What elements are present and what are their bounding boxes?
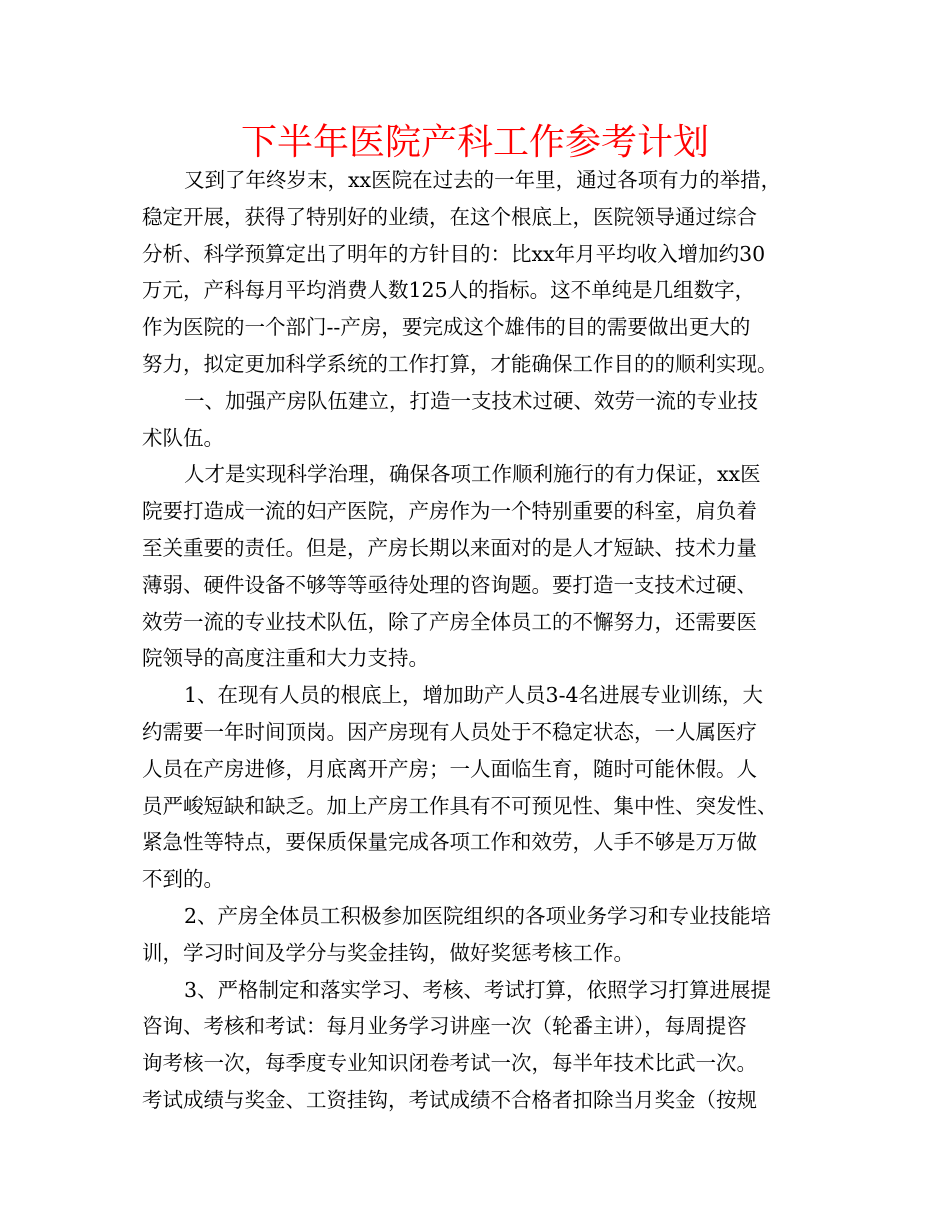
list-item-line: 2、产房全体员工积极参加医院组织的各项业务学习和专业技能培 [184,903,772,928]
document-body [142,162,832,1119]
list-item-line: 1、在现有人员的根底上，增加助产人员3-4名进展专业训练，大 [184,683,764,708]
list-item-line: 考试成绩与奖金、工资挂钩，考试成绩不合格者扣除当月奖金（按规 [142,1087,757,1112]
paragraph-line: 至关重要的责任。但是，产房长期以来面对的是人才短缺、技术力量 [142,535,757,560]
document-title: 下半年医院产科工作参考计划 [240,122,709,163]
paragraph-line: 又到了年终岁末，xx医院在过去的一年里，通过各项有力的举措， [184,168,782,192]
paragraph-line: 稳定开展，获得了特别好的业绩，在这个根底上，医院领导通过综合 [142,204,757,229]
paragraph-line: 效劳一流的专业技术队伍，除了产房全体员工的不懈努力，还需要医 [142,609,757,634]
section-heading-line: 术队伍。 [142,425,224,450]
paragraph-line: 努力，拟定更加科学系统的工作打算，才能确保工作目的的顺利实现。 [142,351,778,376]
list-item-line: 咨询、考核和考试：每月业务学习讲座一次（轮番主讲），每周提咨 [142,1014,747,1039]
list-item-line: 不到的。 [142,867,224,892]
list-item-line: 训，学习时间及学分与奖金挂钩，做好奖惩考核工作。 [142,940,634,965]
list-item-line: 人员在产房进修，月底离开产房；一人面临生育，随时可能休假。人 [142,756,757,781]
list-item-line: 约需要一年时间顶岗。因产房现有人员处于不稳定状态，一人属医疗 [142,719,757,744]
list-item-line: 员严峻短缺和缺乏。加上产房工作具有不可预见性、集中性、突发性、 [142,793,778,818]
paragraph-line: 薄弱、硬件设备不够等等亟待处理的咨询题。要打造一支技术过硬、 [142,572,757,597]
paragraph-line: 万元，产科每月平均消费人数125人的指标。这不单纯是几组数字， [142,278,756,303]
list-item-line: 紧急性等特点，要保质保量完成各项工作和效劳，人手不够是万万做 [142,830,757,855]
paragraph-line: 分析、科学预算定出了明年的方针目的：比xx年月平均收入增加约30 [142,241,766,266]
list-item-line: 3、严格制定和落实学习、考核、考试打算，依照学习打算进展提 [184,977,772,1002]
section-heading-line: 一、加强产房队伍建立，打造一支技术过硬、效劳一流的专业技 [184,388,758,413]
paragraph-line: 院领导的高度注重和大力支持。 [142,646,429,671]
paragraph-line: 人才是实现科学治理，确保各项工作顺利施行的有力保证，xx医 [184,462,761,487]
paragraph-line: 作为医院的一个部门--产房，要完成这个雄伟的目的需要做出更大的 [142,315,751,340]
paragraph-line: 院要打造成一流的妇产医院，产房作为一个特别重要的科室，肩负着 [142,499,757,524]
list-item-line: 询考核一次，每季度专业知识闭卷考试一次，每半年技术比武一次。 [142,1051,757,1076]
